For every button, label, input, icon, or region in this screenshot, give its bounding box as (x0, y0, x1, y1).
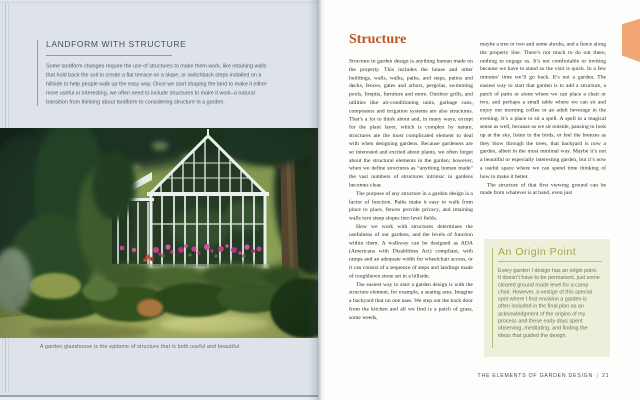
left-page (0, 0, 318, 400)
running-book-title: THE ELEMENTS OF GARDEN DESIGN (477, 372, 593, 379)
sidebar-body: Every garden I design has an origin point. It doesn’t have to be permanent, just some cleared ground made level for a camp chair. However, a vestige of this special spot where I first envision a garden is often included in the final plan as an acknowledgment of the origins of my process and these early days spent observing, meditating, and finding the ideas that guided the design. (498, 267, 600, 339)
sidebar-title: An Origin Point (498, 246, 577, 258)
right-page (318, 0, 640, 400)
header-rule (46, 55, 172, 56)
page-number: 21 (601, 372, 609, 379)
photo-caption: A garden glasshouse is the epitome of structure that is both useful and beautiful. (40, 343, 241, 350)
body-paragraph: Structure in garden design is anything human made on the property. This includes the house and other buildings, walls, walks, paths, and steps, patios and decks, fences, gates and arbors, pergolas, swimming pools, firepits, furniture and more. Outdoor grills, and utilities like air-conditioning units, garbage cans, composters and irrigation systems are also structures. That’s a lot to think about and, in many ways, except for the plant layer, which is complex by nature, structures are the most complicated element to deal with when designing gardens. Because gardeners are so interested and excited about plants, we often forget about the structural elements in the garden; however, when we define structures as “anything human made” the vast numbers of structures intrinsic in gardens becomes clear. (349, 57, 473, 188)
sidebar-vertical-rule (492, 248, 493, 348)
body-paragraph: maybe a tree or two and some shrubs, and a fence along the property line. There’s not much to do out there, nothing to engage us. It’s not comfortable or inviting because we have to stand so the visit is quick. In a few minutes’ time we’ll go back. It’s not a garden. The easiest way to start that garden is to add a structure, a patch of patio or stone where we can place a chair or two, and perhaps a small table where we can sit and enjoy our morning coffee or an adult beverage in the evening. It’s a place to sit a spell. A spell in a magical sense as well, because as we sit outside, pausing to look up at the sky, listen to the birds, or feel the breezes as they blow through the trees, that backyard is now a garden, albeit in the most minimal way. Maybe it’s not a beautiful or especially interesting garden, but it’s now a useful space where we can spend time thinking of how to make it better. (480, 40, 606, 180)
body-paragraph: How we work with structures determines the usefulness of our gardens, and the levels of function within them. A walkway can be designed as ADA (Americans with Disabilities Act) compliant, with ramps and an adequate width for wheelchair access, or it can consist of a sequence of steps and landings made of roughhewn stone set in a hillside. (349, 222, 473, 279)
body-paragraph: The purpose of any structure in a garden design is a factor of function. Paths make it easy to walk from place to place, fences provide privacy, and retaining walls turn steep slopes into level fields. (349, 189, 473, 221)
landform-header-title: LANDFORM WITH STRUCTURE (46, 39, 187, 49)
glasshouse-photo (0, 128, 318, 338)
header-vertical-rule (37, 40, 38, 106)
sidebar-rule (498, 261, 602, 262)
landform-header-body: Some landform changes require the use of structures to make them work, like retaining walls that hold back the soil to create a flat terrace on a slope, or switchback steps installed on a hillside to help people walk up the easy way. Once we start shaping the land to make it either more useful or interesting, we often need to include structures to make it work–a natural transition from thinking about landform to considering structure in a garden. (46, 62, 267, 106)
text-column-1 (349, 57, 473, 321)
text-column-2 (480, 40, 606, 197)
chapter-tab (622, 16, 640, 62)
footer-divider: | (596, 372, 599, 379)
page-top-edge (0, 2, 318, 3)
page-footer (477, 372, 609, 378)
origin-point-box (484, 239, 610, 357)
body-paragraph: The easiest way to start a garden design is with the structure element, for example, a seating area. Imagine a backyard that no one uses. We step out the back door from the kitchen and all we find is a patch of grass, some weeds, (349, 280, 473, 320)
page-bottom-light (0, 397, 318, 400)
body-paragraph: The structure of that first viewing ground can be made from whatever is at hand, even just (480, 181, 606, 196)
section-heading: Structure (349, 32, 407, 47)
